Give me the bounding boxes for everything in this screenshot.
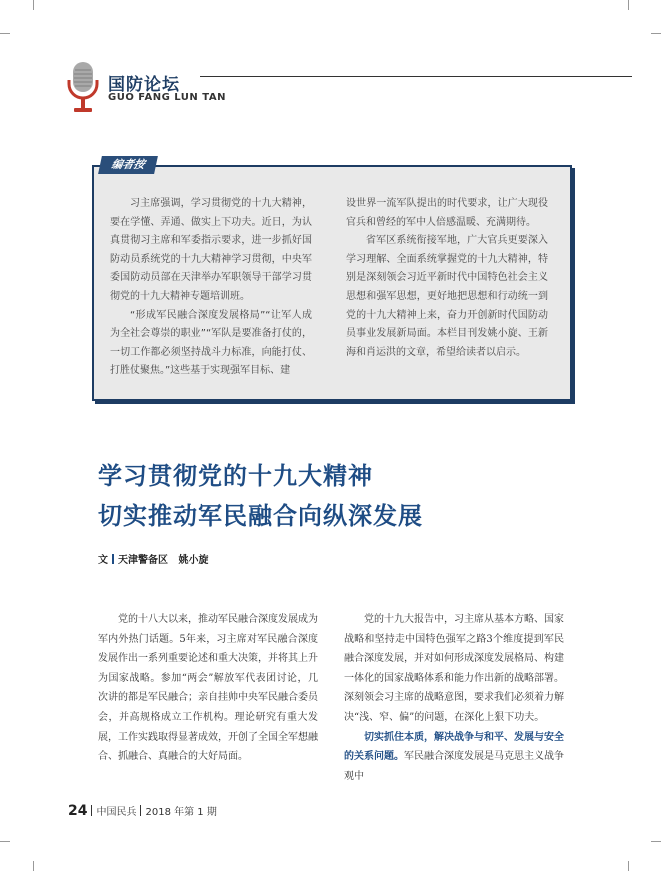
crop-mark (628, 0, 629, 10)
header-rule (200, 76, 632, 77)
article-title-line-1: 学习贯彻党的十九大精神 (98, 462, 373, 490)
editor-note-paragraph: 设世界一流军队提出的时代要求，让广大现役官兵和曾经的军中人倍感温暖、充满期待。 (346, 198, 548, 228)
crop-mark (33, 0, 34, 10)
editor-note-paragraph: 习主席强调，学习贯彻党的十九大精神，要在学懂、弄通、做实上下功夫。近日，为认真贯彻习主席和军委指示要求，进一步抓好国防动员系统党的十九大精神学习贯彻，中央军委国防动员部在天津举办军职领导干部学习贯彻党的十九大精神专题培训班。 (110, 198, 312, 302)
editor-note-tag: 编者按 (98, 156, 158, 174)
byline-prefix: 文 (98, 555, 108, 566)
body-paragraph: 党的十九大报告中，习主席从基本方略、国家战略和坚持走中国特色强军之路3个维度提到军民融合深度发展，并对如何形成深度发展格局、构建一体化的国家战略体系和能力作出新的战略部署。深刻领会习主席的战略意图，要求我们必须着力解决“浅、窄、偏”的问题，在深化上狠下功夫。 (344, 614, 564, 723)
body-text: 军民融合深度发展是马克思主义战争观中 (344, 751, 564, 782)
body-column-left (98, 610, 318, 767)
editor-note-column-2 (346, 195, 548, 362)
body-paragraph (344, 728, 564, 787)
byline-separator (112, 554, 114, 564)
footer-separator (140, 805, 141, 816)
editor-note-column-1 (110, 195, 312, 381)
section-subtitle: GUO FANG LUN TAN (108, 92, 226, 103)
highlight-text: 切实抓住本质，解决战争与和平、发展与安全的关系问题。 (344, 731, 564, 763)
article-title-line-2: 切实推动军民融合向纵深发展 (98, 502, 423, 530)
body-column-right (344, 610, 564, 786)
crop-mark (0, 841, 10, 842)
editor-note-paragraph: “形成军民融合深度发展格局”“让军人成为全社会尊崇的职业”“军队是要准备打仗的，一切工作都必须坚持战斗力标准，向能打仗、打胜仗聚焦。”这些基于实现强军目标、建 (110, 309, 312, 377)
page-number: 24 (68, 803, 88, 819)
byline (98, 551, 208, 566)
microphone-icon (66, 60, 100, 114)
crop-mark (33, 861, 34, 871)
page-footer (68, 803, 217, 819)
crop-mark (628, 861, 629, 871)
crop-mark (0, 33, 10, 34)
body-paragraph: 党的十八大以来，推动军民融合深度发展成为军内外热门话题。5年来，习主席对军民融合深度发展作出一系列重要论述和重大决策，并将其上升为国家战略。参加“两会”解放军代表团讨论，几次讲的都是军民融合；亲自挂帅中央军民融合委员会，并高规格成立工作机构。理论研究有重大发展，工作实践取得显著成效，开创了全国全军想融合、抓融合、真融合的大好局面。 (98, 614, 318, 763)
section-title: 国防论坛 (108, 75, 180, 95)
issue-label: 2018 年第 1 期 (145, 807, 217, 818)
crop-mark (651, 841, 661, 842)
editor-note-paragraph: 省军区系统衔接军地，广大官兵更要深入学习理解、全面系统掌握党的十九大精神，特别是深刻领会习近平新时代中国特色社会主义思想和强军思想，更好地把思想和行动统一到党的十九大精神上来，奋力开创新时代国防动员事业发展新局面。本栏目刊发姚小旋、王新海和肖运洪的文章，希望给读者以启示。 (346, 235, 548, 358)
byline-author: 姚小旋 (178, 555, 209, 566)
footer-separator (91, 805, 92, 816)
byline-unit: 天津警备区 (118, 555, 168, 566)
magazine-name: 中国民兵 (96, 807, 137, 818)
crop-mark (651, 33, 661, 34)
